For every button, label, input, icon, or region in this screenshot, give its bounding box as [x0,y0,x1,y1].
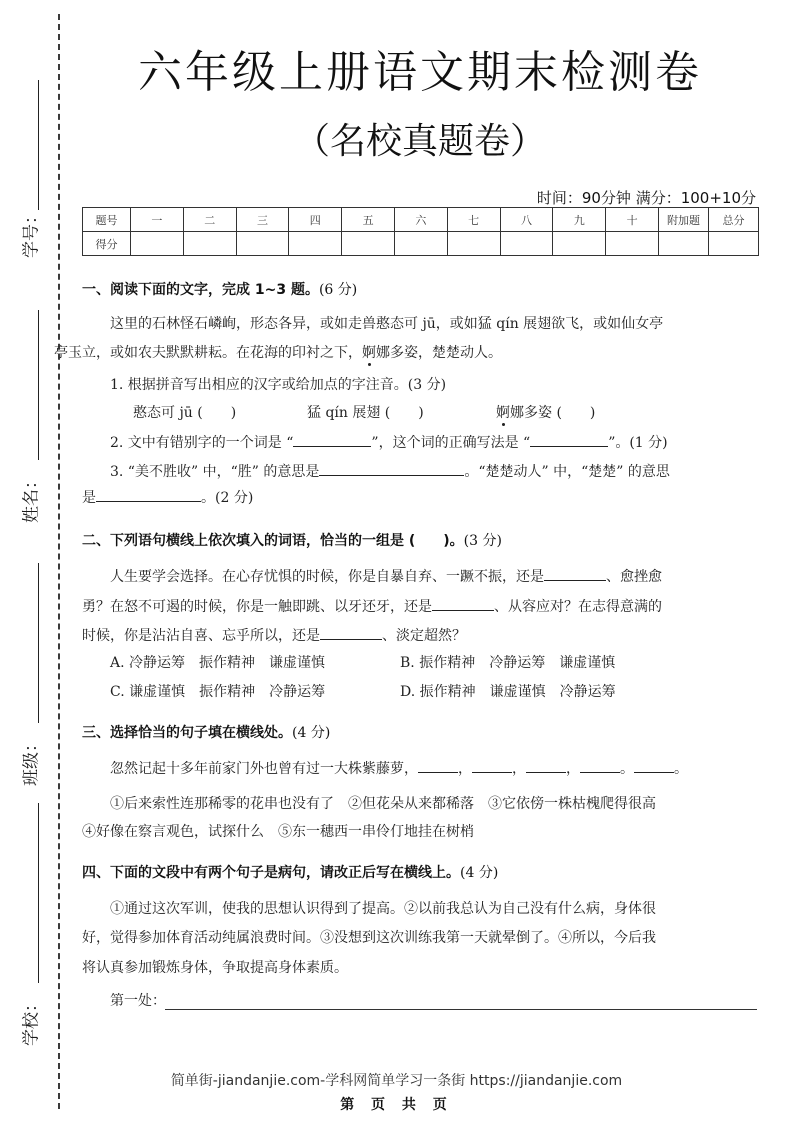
score-cell[interactable] [183,232,236,256]
option-b[interactable]: B. 振作精神 冷静运筹 谦虚谨慎 [400,655,616,671]
score-cell[interactable] [709,232,759,256]
school-field[interactable] [14,803,44,1046]
class-line [38,563,39,723]
section-3-sentences-line-2: ④好像在察言观色，试探什么 ⑤东一穗西一串伶仃地挂在树梢 [82,824,474,840]
score-cell[interactable] [447,232,500,256]
col-header: 五 [342,208,395,232]
col-header: 八 [500,208,553,232]
s3-blank-3[interactable] [526,759,566,773]
score-cell[interactable] [553,232,606,256]
class-label: 班级： [21,735,42,786]
section-4-title: 四、下面的文段中有两个句子是病句，请改正后写在横线上。(4 分) [82,865,499,881]
name-line [38,310,39,460]
q2-blank-1[interactable] [293,433,371,447]
option-c[interactable]: C. 谦虚谨慎 振作精神 冷静运筹 [110,684,326,700]
score-table-header-row [83,208,759,232]
score-cell[interactable] [131,232,184,256]
s3-blank-2[interactable] [472,759,512,773]
col-header: 一 [131,208,184,232]
footer-page-number: 第 页 共 页 [340,1097,453,1113]
s3-blank-4[interactable] [580,759,620,773]
section-3-passage: 忽然记起十多年前家门外也曾有过一大株紫藤萝， ， ， ， 。 。 [110,761,688,777]
option-a[interactable]: A. 冷静运筹 振作精神 谦虚谨慎 [110,655,326,671]
q1-item-1[interactable]: 憨态可 jū ( ) [133,405,237,421]
answer-label-first: 第一处： [110,993,166,1009]
score-cell[interactable] [394,232,447,256]
score-cell[interactable] [342,232,395,256]
school-label: 学校： [21,995,42,1046]
answer-line-first[interactable] [165,1009,757,1010]
q3-blank-2[interactable] [96,488,201,502]
page-subtitle: （名校真题卷） [293,121,546,162]
col-header: 七 [447,208,500,232]
col-header: 总分 [709,208,759,232]
class-field[interactable] [14,563,44,786]
school-line [38,803,39,983]
question-3: 3. “美不胜收” 中，“胜” 的意思是 。“楚楚动人” 中，“楚楚” 的意思 [110,464,670,480]
row-header-question: 题号 [83,208,131,232]
section-3-sentences-line-1: ①后来索性连那稀零的花串也没有了 ②但花朵从来都稀落 ③它依傍一株枯槐爬得很高 [110,796,656,812]
col-header: 三 [236,208,289,232]
s3-blank-5[interactable] [634,759,674,773]
section-2-passage-line-2: 勇？在怒不可遏的时候，你是一触即跳、以牙还牙，还是 、从容应对？在志得意满的 [82,599,662,615]
section-4-passage-line-1: ①通过这次军训，使我的思想认识得到了提高。②以前我总认为自己没有什么病，身体很 [110,901,656,917]
s2-blank-1[interactable] [544,567,606,581]
score-table-score-row [83,232,759,256]
option-d[interactable]: D. 振作精神 谦虚谨慎 冷静运筹 [400,684,616,700]
q1-item-3[interactable]: 婀娜多姿 ( ) [496,405,596,421]
col-header: 附加题 [659,208,709,232]
s2-blank-2[interactable] [432,597,494,611]
score-cell[interactable] [606,232,659,256]
score-cell[interactable] [500,232,553,256]
student-number-line [38,80,39,210]
section-2-passage-line-3: 时候，你是沾沾自喜、忘乎所以，还是 、淡定超然？ [82,628,466,644]
section-1-title: 一、阅读下面的文字，完成 1~3 题。(6 分) [82,282,358,298]
time-info: 时间：90分钟 满分：100+10分 [536,189,756,207]
question-3-cont: 是 。(2 分) [82,490,254,506]
col-header: 四 [289,208,342,232]
q3-blank-1[interactable] [319,462,464,476]
q1-item-2[interactable]: 猛 qín 展翅 ( ) [307,405,424,421]
section-3-title: 三、选择恰当的句子填在横线处。(4 分) [82,725,331,741]
col-header: 九 [553,208,606,232]
binding-dashed-line [58,14,60,1109]
score-table [82,207,759,256]
section-1-passage: 这里的石林怪石嶙峋，形态各异，或如走兽憨态可 jū，或如猛 qín 展翅欲飞，或如仙女亭 亭玉立，或如农夫默默耕耘。在花海的印衬之下，婀娜多姿，楚楚动人。 [54,316,664,361]
score-cell[interactable] [289,232,342,256]
q2-blank-2[interactable] [530,433,608,447]
student-number-field[interactable] [14,80,44,260]
section-4-passage-line-2: 好，觉得参加体育活动纯属浪费时间。③没想到这次训练我第一天就晕倒了。④所以，今后我 [82,930,656,946]
name-field[interactable] [14,310,44,530]
col-header: 十 [606,208,659,232]
section-2-title: 二、下列语句横线上依次填入的词语，恰当的一组是 ( )。(3 分) [82,533,502,549]
footer-source: 简单街-jiandanjie.com-学科网简单学习一条街 https://jiandanjie.com [170,1073,623,1089]
section-2-passage-line-1: 人生要学会选择。在心存忧惧的时候，你是自暴自弃、一蹶不振，还是 、愈挫愈 [110,569,662,585]
name-label: 姓名： [21,472,42,523]
col-header: 六 [394,208,447,232]
question-1: 1. 根据拼音写出相应的汉字或给加点的字注音。(3 分) [110,377,447,393]
page-title: 六年级上册语文期末检测卷 [138,47,702,98]
col-header: 二 [183,208,236,232]
score-cell[interactable] [659,232,709,256]
s2-blank-3[interactable] [320,626,382,640]
student-number-label: 学号： [21,207,42,258]
row-header-score: 得分 [83,232,131,256]
s3-blank-1[interactable] [418,759,458,773]
score-cell[interactable] [236,232,289,256]
question-2: 2. 文中有错别字的一个词是 “ ”，这个词的正确写法是 “ ”。(1 分) [110,435,668,451]
section-4-passage-line-3: 将认真参加锻炼身体，争取提高身体素质。 [82,960,348,976]
